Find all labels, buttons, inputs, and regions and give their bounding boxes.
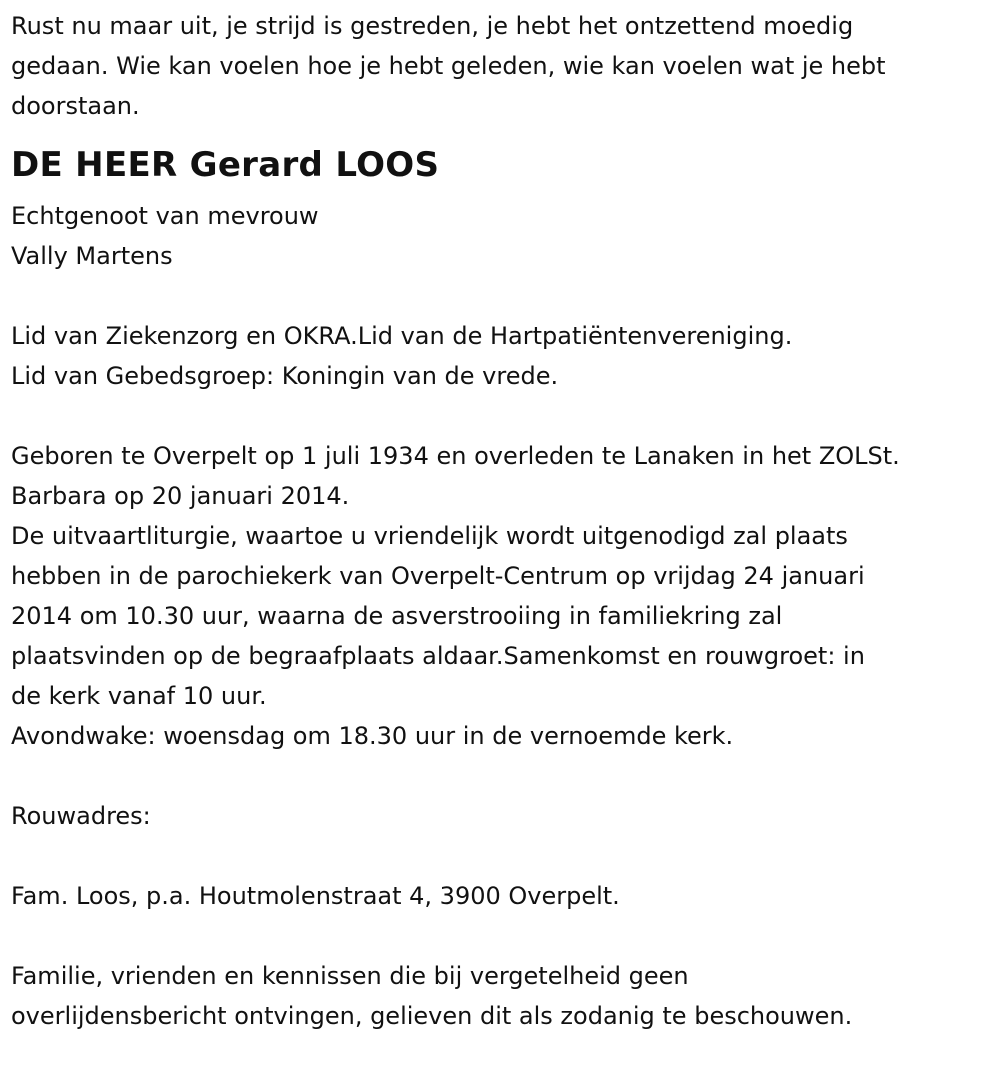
details-line: Barbara op 20 januari 2014.: [11, 482, 350, 510]
membership-line: Lid van Ziekenzorg en OKRA.Lid van de Hartpatiëntenvereniging.: [11, 322, 793, 350]
details-line: Avondwake: woensdag om 18.30 uur in de vernoemde kerk.: [11, 722, 734, 750]
poem-line: Rust nu maar uit, je strijd is gestreden, je hebt het ontzettend moedig: [11, 12, 854, 40]
spouse-line: Echtgenoot van mevrouw: [11, 202, 319, 230]
details-line: De uitvaartliturgie, waartoe u vriendelijk wordt uitgenodigd zal plaats: [11, 522, 848, 550]
details-line: plaatsvinden op de begraafplaats aldaar.Samenkomst en rouwgroet: in: [11, 642, 865, 670]
address-line: Fam. Loos, p.a. Houtmolenstraat 4, 3900 Overpelt.: [11, 882, 620, 910]
closing-line: Familie, vrienden en kennissen die bij vergetelheid geen: [11, 962, 689, 990]
details-line: Geboren te Overpelt op 1 juli 1934 en overleden te Lanaken in het ZOLSt.: [11, 442, 900, 470]
membership-line: Lid van Gebedsgroep: Koningin van de vrede.: [11, 362, 559, 390]
address-label: Rouwadres:: [11, 802, 151, 830]
obituary-text: [11, 6, 986, 1036]
details-line: 2014 om 10.30 uur, waarna de asverstrooiing in familiekring zal: [11, 602, 783, 630]
spouse-line: Vally Martens: [11, 242, 173, 270]
details-line: de kerk vanaf 10 uur.: [11, 682, 267, 710]
details-line: hebben in de parochiekerk van Overpelt-Centrum op vrijdag 24 januari: [11, 562, 865, 590]
poem-line: gedaan. Wie kan voelen hoe je hebt geleden, wie kan voelen wat je hebt: [11, 52, 886, 80]
poem-line: doorstaan.: [11, 92, 140, 120]
closing-line: overlijdensbericht ontvingen, gelieven dit als zodanig te beschouwen.: [11, 1002, 853, 1030]
deceased-name: DE HEER Gerard LOOS: [11, 145, 440, 185]
